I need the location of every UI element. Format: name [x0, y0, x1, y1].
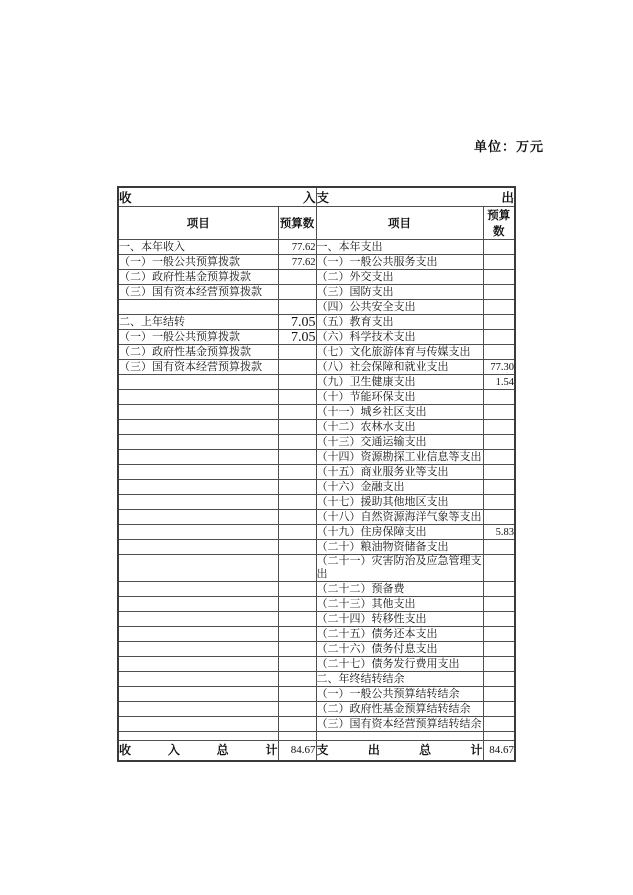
expenditure-item-value	[483, 435, 515, 450]
table-row	[118, 465, 515, 480]
table-row	[118, 375, 515, 390]
expenditure-section-title	[316, 187, 515, 207]
expenditure-item-label: （七）文化旅游体育与传媒支出	[316, 345, 483, 360]
income-item-label	[118, 642, 278, 657]
expenditure-item-value	[483, 270, 515, 285]
income-item-value	[278, 465, 316, 480]
table-row	[118, 702, 515, 717]
income-item-value	[278, 597, 316, 612]
expenditure-item-label: （五）教育支出	[316, 315, 483, 330]
expenditure-item-label: （十三）交通运输支出	[316, 435, 483, 450]
expenditure-item-label: （二十七）债务发行费用支出	[316, 657, 483, 672]
income-item-label	[118, 420, 278, 435]
expenditure-item-label: （八）社会保障和就业支出	[316, 360, 483, 375]
expenditure-item-label: （十八）自然资源海洋气象等支出	[316, 510, 482, 523]
income-item-label	[118, 627, 278, 642]
expenditure-item-label: （十四）资源勘探工业信息等支出	[316, 450, 482, 463]
expenditure-item-label: （三）国有资本经营预算结转结余	[316, 717, 482, 730]
table-row	[118, 390, 515, 405]
income-item-label	[118, 405, 278, 420]
income-item-value	[278, 702, 316, 717]
expenditure-item-value	[483, 465, 515, 480]
expenditure-item-value	[483, 687, 515, 702]
table-row	[118, 627, 515, 642]
expenditure-item-label: （三）国防支出	[316, 285, 483, 300]
income-item-value	[278, 687, 316, 702]
expenditure-item-label: （二十四）转移性支出	[316, 612, 483, 627]
income-section-title	[118, 187, 316, 207]
expenditure-item-label: （六）科学技术支出	[316, 330, 483, 345]
unit-label: 单位：万元	[474, 139, 545, 154]
income-total-label	[118, 741, 278, 761]
table-row	[118, 597, 515, 612]
expenditure-item-label: （二十一）灾害防治及应急管理支出	[316, 555, 482, 580]
income-item-value	[278, 390, 316, 405]
table-row	[118, 435, 515, 450]
table-row	[118, 612, 515, 627]
income-item-label	[118, 450, 278, 465]
expenditure-item-label: （二）政府性基金预算结转结余	[316, 702, 483, 717]
expenditure-item-label: 一、本年支出	[316, 240, 483, 255]
income-item-value	[278, 495, 316, 510]
expenditure-item-label: （十五）商业服务业等支出	[316, 465, 483, 480]
table-row	[118, 345, 515, 360]
income-item-label	[118, 540, 278, 555]
income-item-label: （二）政府性基金预算拨款	[118, 270, 278, 285]
expenditure-item-value	[483, 255, 515, 270]
income-item-value	[278, 732, 316, 741]
expenditure-item-value	[483, 540, 515, 555]
table-row	[118, 480, 515, 495]
expenditure-item-value	[483, 405, 515, 420]
table-row	[118, 420, 515, 435]
income-item-label	[118, 717, 278, 732]
expenditure-item-value	[483, 702, 515, 717]
expenditure-item-label: （十二）农林水支出	[316, 420, 483, 435]
expenditure-item-value	[483, 240, 515, 255]
expenditure-item-label: （十九）住房保障支出	[316, 525, 483, 540]
expenditure-item-label: （一）一般公共预算结转结余	[316, 687, 483, 702]
income-item-value	[278, 345, 316, 360]
expenditure-section-title-text: 支 出	[316, 191, 514, 205]
table-row	[118, 330, 515, 345]
income-item-value	[278, 435, 316, 450]
expenditure-item-label: （二十二）预备费	[316, 582, 483, 597]
income-item-label	[118, 480, 278, 495]
expenditure-item-label: （二十五）债务还本支出	[316, 627, 483, 642]
table-row	[118, 255, 515, 270]
expenditure-item-label: （一）一般公共服务支出	[316, 255, 483, 270]
income-item-value	[278, 717, 316, 732]
income-item-value	[278, 540, 316, 555]
table-row	[118, 240, 515, 255]
income-item-value: 7.05	[278, 315, 316, 330]
expenditure-item-value	[483, 345, 515, 360]
income-budget-column-header: 预算数	[278, 207, 316, 240]
income-item-value	[278, 582, 316, 597]
table-row	[118, 657, 515, 672]
income-item-label	[118, 657, 278, 672]
income-item-label: （三）国有资本经营预算拨款	[118, 360, 278, 375]
table-row	[118, 405, 515, 420]
income-item-label	[118, 702, 278, 717]
budget-table-body	[118, 240, 515, 741]
income-item-label	[118, 687, 278, 702]
income-section-title-text: 收 入	[119, 191, 316, 205]
table-row	[118, 300, 515, 315]
expenditure-total-label	[316, 741, 483, 761]
expenditure-total-value: 84.67	[483, 741, 515, 761]
income-item-value: 77.62	[278, 255, 316, 270]
expenditure-item-value	[483, 315, 515, 330]
expenditure-item-value: 77.30	[483, 360, 515, 375]
income-item-label: （一）一般公共预算拨款	[118, 255, 278, 270]
expenditure-item-value	[483, 582, 515, 597]
income-item-label	[118, 597, 278, 612]
expenditure-item-value	[483, 390, 515, 405]
table-row	[118, 285, 515, 300]
income-item-value	[278, 672, 316, 687]
expenditure-item-value	[483, 420, 515, 435]
income-item-label	[118, 582, 278, 597]
totals-row	[118, 741, 515, 761]
income-item-label: 二、上年结转	[118, 315, 278, 330]
budget-table	[117, 186, 516, 762]
expenditure-item-value	[483, 300, 515, 315]
income-total-value: 84.67	[278, 741, 316, 761]
table-row	[118, 582, 515, 597]
income-item-value	[278, 300, 316, 315]
income-item-value	[278, 525, 316, 540]
income-item-value	[278, 480, 316, 495]
spacer-row	[118, 732, 515, 741]
income-item-label	[118, 390, 278, 405]
income-item-label	[118, 672, 278, 687]
expenditure-item-value	[483, 612, 515, 627]
section-header-row	[118, 187, 515, 207]
income-item-value	[278, 285, 316, 300]
expenditure-item-value	[483, 555, 515, 582]
expenditure-item-label: 二、年终结转结余	[316, 672, 483, 687]
expenditure-item-label: （十六）金融支出	[316, 480, 483, 495]
table-row	[118, 555, 515, 582]
expenditure-item-label: （二）外交支出	[316, 270, 483, 285]
income-item-column-header: 项目	[118, 207, 278, 240]
expenditure-item-value	[483, 657, 515, 672]
income-item-label	[118, 465, 278, 480]
expenditure-item-value	[483, 597, 515, 612]
expenditure-budget-column-header: 预算数	[483, 207, 515, 240]
expenditure-item-value	[483, 495, 515, 510]
income-item-value	[278, 360, 316, 375]
income-item-value	[278, 270, 316, 285]
expenditure-item-value	[483, 732, 515, 741]
income-item-value	[278, 627, 316, 642]
table-row	[118, 540, 515, 555]
table-row	[118, 510, 515, 525]
income-item-value	[278, 420, 316, 435]
table-row	[118, 717, 515, 732]
expenditure-item-label: （四）公共安全支出	[316, 300, 483, 315]
expenditure-item-value: 1.54	[483, 375, 515, 390]
income-item-value	[278, 375, 316, 390]
expenditure-item-label: （九）卫生健康支出	[316, 375, 483, 390]
expenditure-item-value	[483, 450, 515, 465]
income-item-value	[278, 405, 316, 420]
income-item-label: 一、本年收入	[118, 240, 278, 255]
expenditure-total-label-text: 支 出 总 计	[316, 742, 483, 757]
expenditure-item-value: 5.83	[483, 525, 515, 540]
expenditure-item-label: （十一）城乡社区支出	[316, 405, 483, 420]
expenditure-item-label: （二十三）其他支出	[316, 597, 483, 612]
income-item-label	[118, 510, 278, 525]
income-item-value	[278, 642, 316, 657]
table-row	[118, 642, 515, 657]
income-item-label	[118, 495, 278, 510]
expenditure-item-value	[483, 285, 515, 300]
expenditure-item-label	[316, 732, 483, 741]
income-item-label: （二）政府性基金预算拨款	[118, 345, 278, 360]
table-row	[118, 672, 515, 687]
expenditure-item-value	[483, 717, 515, 732]
expenditure-item-label: （二十六）债务付息支出	[316, 642, 483, 657]
income-item-value	[278, 510, 316, 525]
income-item-label	[118, 612, 278, 627]
income-item-label	[118, 300, 278, 315]
table-row	[118, 687, 515, 702]
income-item-value	[278, 612, 316, 627]
expenditure-item-value	[483, 627, 515, 642]
income-item-value	[278, 657, 316, 672]
income-item-label	[118, 375, 278, 390]
expenditure-item-value	[483, 672, 515, 687]
expenditure-item-value	[483, 642, 515, 657]
expenditure-item-value	[483, 510, 515, 525]
table-row	[118, 315, 515, 330]
expenditure-item-label: （十七）援助其他地区支出	[316, 495, 483, 510]
income-item-value: 77.62	[278, 240, 316, 255]
expenditure-item-value	[483, 330, 515, 345]
expenditure-item-label: （十）节能环保支出	[316, 390, 483, 405]
expenditure-item-column-header: 项目	[316, 207, 483, 240]
column-header-row	[118, 207, 515, 240]
income-item-value	[278, 555, 316, 582]
income-item-label	[118, 525, 278, 540]
income-item-label	[118, 555, 278, 582]
income-item-value	[278, 450, 316, 465]
income-item-label: （三）国有资本经营预算拨款	[118, 285, 278, 300]
income-total-label-text: 收 入 总 计	[119, 742, 278, 757]
table-row	[118, 495, 515, 510]
table-row	[118, 450, 515, 465]
table-row	[118, 525, 515, 540]
expenditure-item-value	[483, 480, 515, 495]
income-item-label: （一）一般公共预算拨款	[118, 330, 278, 345]
income-item-value: 7.05	[278, 330, 316, 345]
income-item-label	[118, 435, 278, 450]
expenditure-item-label: （二十）粮油物资储备支出	[316, 540, 483, 555]
table-row	[118, 360, 515, 375]
table-row	[118, 270, 515, 285]
income-item-label	[118, 732, 278, 741]
